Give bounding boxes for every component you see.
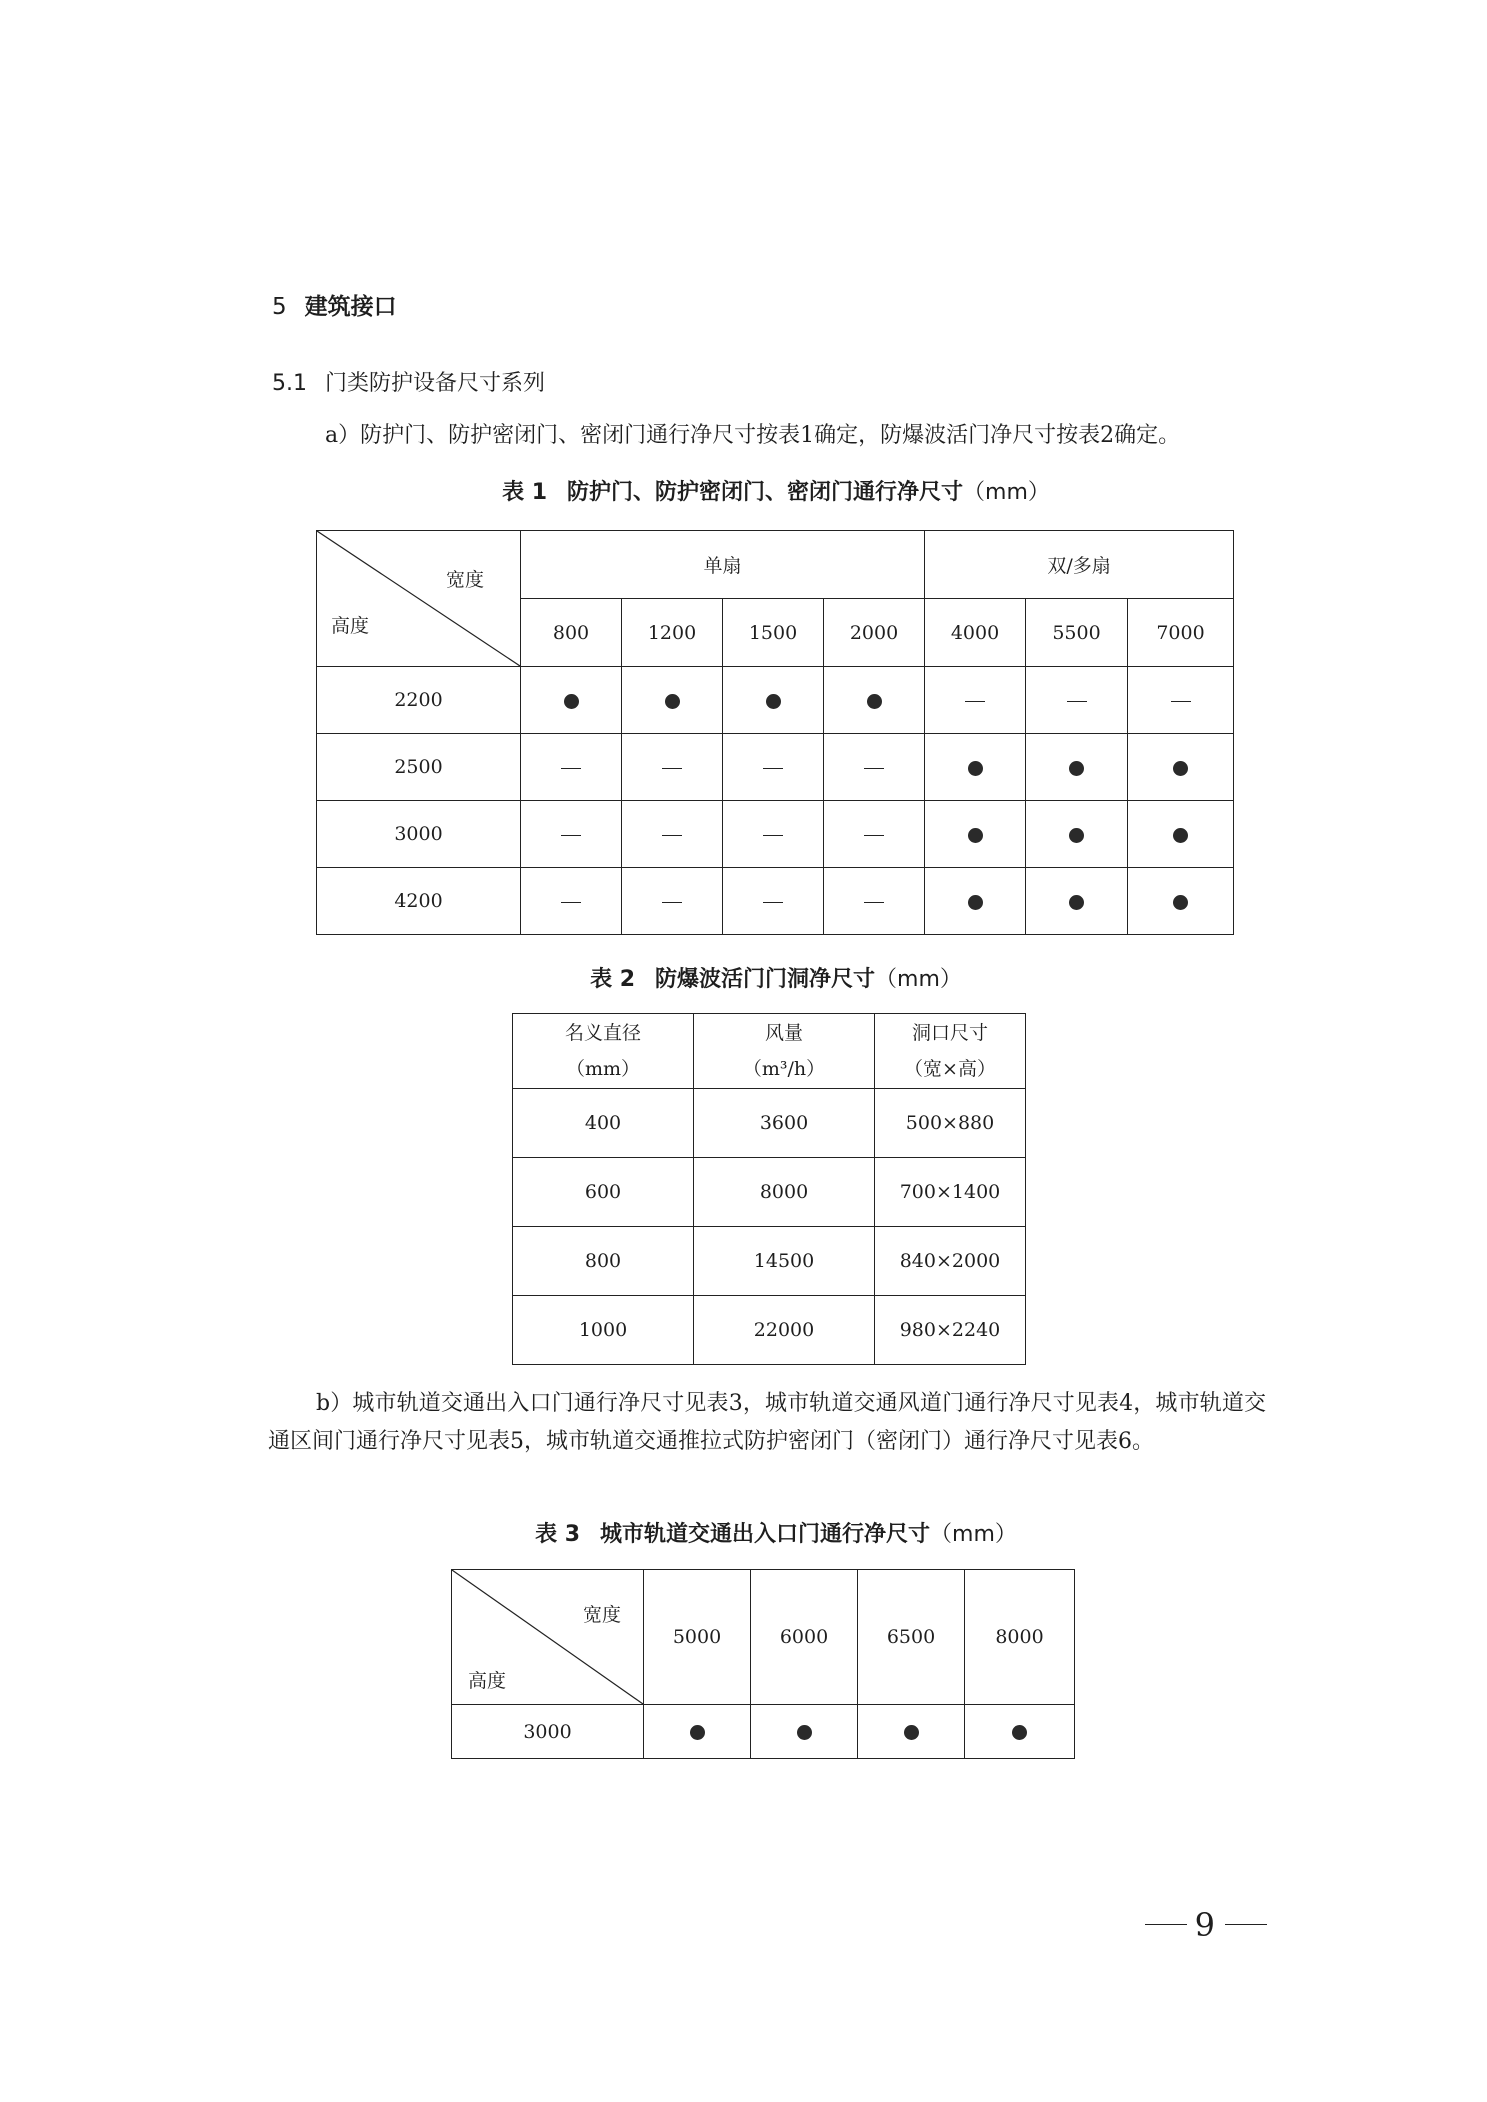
table2-caption [316,962,1236,993]
table1-width-header: 1500 [723,599,824,667]
table3-corner-width-label: 宽度 [582,1604,621,1626]
table2-header-airflow [694,1014,875,1089]
table-cell: 600 [513,1158,694,1227]
table-cell [1026,801,1128,868]
table2-header-line2: （m³/h） [742,1058,826,1080]
table-cell [1128,801,1234,868]
dot-mark [1069,828,1084,843]
dash-mark [561,902,581,903]
table-cell [1128,667,1234,734]
table-cell: 980×2240 [875,1296,1026,1365]
dash-mark [763,768,783,769]
table-cell [824,667,925,734]
table3 [451,1569,1075,1759]
row-height-label: 3000 [317,801,521,868]
table2-caption-unit: （mm） [875,967,962,992]
table2-header-diameter [513,1014,694,1089]
section-title: 建筑接口 [304,294,397,320]
table3-width-header: 6500 [858,1570,965,1705]
subsection-heading [272,366,545,397]
table-cell [751,1705,858,1759]
table3-body [452,1705,1075,1759]
table-row [317,734,1234,801]
table-cell: 800 [513,1227,694,1296]
table-row [317,801,1234,868]
dash-mark [1067,701,1087,702]
table-cell [644,1705,751,1759]
table-cell [622,734,723,801]
subsection-number: 5.1 [272,371,307,396]
dash-mark [561,768,581,769]
dot-mark [690,1725,705,1740]
table1 [316,530,1234,935]
table-cell [723,868,824,935]
table3-width-header: 5000 [644,1570,751,1705]
table2-body [513,1089,1026,1365]
dot-mark [1012,1725,1027,1740]
table-cell [521,734,622,801]
dash-mark [763,902,783,903]
table-row [513,1089,1026,1158]
table1-width-header: 800 [521,599,622,667]
dash-mark [662,768,682,769]
table-cell [925,734,1026,801]
dash-mark [662,902,682,903]
table1-corner-cell [317,531,521,667]
table2-header-line2: （mm） [565,1058,641,1080]
dash-mark [662,835,682,836]
table-cell [521,801,622,868]
dot-mark [1173,761,1188,776]
dash-mark [864,835,884,836]
table-cell [1026,667,1128,734]
table-cell [1026,868,1128,935]
table2 [512,1013,1026,1365]
table-cell [1128,868,1234,935]
table-row [317,667,1234,734]
dot-mark [867,694,882,709]
table-row [513,1227,1026,1296]
table-cell [965,1705,1075,1759]
table-cell [1128,734,1234,801]
paragraph-a: a）防护门、防护密闭门、密闭门通行净尺寸按表1确定，防爆波活门净尺寸按表2确定。 [325,423,1181,448]
table2-header-line1: 名义直径 [564,1022,641,1044]
table1-width-header: 7000 [1128,599,1234,667]
table1-width-header: 4000 [925,599,1026,667]
table-cell [824,868,925,935]
dash-mark [561,835,581,836]
dash-mark [1171,701,1191,702]
section-heading [272,288,397,321]
table-cell [1026,734,1128,801]
table1-corner-height-label: 高度 [331,615,370,637]
table2-caption-number: 表 2 [590,967,636,992]
dot-mark [904,1725,919,1740]
dot-mark [1173,828,1188,843]
table2-caption-title: 防爆波活门门洞净尺寸 [655,967,876,992]
table2-header-line1: 风量 [764,1022,803,1044]
table-cell [622,667,723,734]
table3-caption-number: 表 3 [535,1522,581,1547]
table1-width-header: 5500 [1026,599,1128,667]
dot-mark [797,1725,812,1740]
dash-mark [864,902,884,903]
table-cell [521,868,622,935]
table-cell [925,667,1026,734]
table-cell: 8000 [694,1158,875,1227]
table-row [317,868,1234,935]
table3-width-header: 8000 [965,1570,1075,1705]
dot-mark [665,694,680,709]
table-cell: 700×1400 [875,1158,1026,1227]
dot-mark [968,761,983,776]
row-height-label: 2500 [317,734,521,801]
table2-header-opening [875,1014,1026,1089]
row-height-label: 2200 [317,667,521,734]
table-cell [858,1705,965,1759]
table1-caption [316,475,1236,506]
table3-width-header: 6000 [751,1570,858,1705]
table-row [452,1705,1075,1759]
dot-mark [766,694,781,709]
dot-mark [1069,761,1084,776]
paragraph-b: b）城市轨道交通出入口门通行净尺寸见表3，城市轨道交通风道门通行净尺寸见表4，城市轨道交通区间门通行净尺寸见表5，城市轨道交通推拉式防护密闭门（密闭门）通行净尺寸见表6。 [268,1391,1266,1454]
table-cell [723,801,824,868]
table-cell [925,801,1026,868]
dash-mark [864,768,884,769]
page-number-dash-right [1225,1924,1267,1925]
table3-corner-height-label: 高度 [468,1670,507,1692]
row-height-label: 4200 [317,868,521,935]
dash-mark [965,701,985,702]
table-cell [622,801,723,868]
table1-corner-width-label: 宽度 [445,569,484,591]
table1-caption-number: 表 1 [502,480,548,505]
dot-mark [968,828,983,843]
table1-caption-title: 防护门、防护密闭门、密闭门通行净尺寸 [567,480,964,505]
table-row [513,1296,1026,1365]
table-cell [723,734,824,801]
row-height-label: 3000 [452,1705,644,1759]
table3-caption-title: 城市轨道交通出入口门通行净尺寸 [600,1522,931,1547]
table-cell [824,734,925,801]
table-cell: 400 [513,1089,694,1158]
table-cell [521,667,622,734]
table-cell [622,868,723,935]
table-cell [723,667,824,734]
page-number-dash-left [1145,1924,1187,1925]
table1-width-header: 2000 [824,599,925,667]
table1-group-single: 单扇 [521,531,925,599]
dot-mark [968,895,983,910]
table1-group-multi: 双/多扇 [925,531,1234,599]
table-cell: 3600 [694,1089,875,1158]
table1-caption-unit: （mm） [963,480,1050,505]
table3-caption [316,1517,1236,1548]
table2-header-line2: （宽×高） [904,1058,996,1080]
table2-header-line1: 洞口尺寸 [911,1022,988,1044]
table-row [513,1158,1026,1227]
subsection-title: 门类防护设备尺寸系列 [325,371,546,396]
table1-width-header: 1200 [622,599,723,667]
dash-mark [763,835,783,836]
dot-mark [564,694,579,709]
table-cell: 22000 [694,1296,875,1365]
dot-mark [1173,895,1188,910]
page-number-value: 9 [1194,1905,1217,1944]
table3-corner-cell [452,1570,644,1705]
page-number [1145,1903,1267,1944]
dot-mark [1069,895,1084,910]
table-cell [824,801,925,868]
table3-caption-unit: （mm） [930,1522,1017,1547]
table-cell: 840×2000 [875,1227,1026,1296]
table-cell [925,868,1026,935]
table-cell: 500×880 [875,1089,1026,1158]
table1-body [317,667,1234,935]
table-cell: 1000 [513,1296,694,1365]
section-number: 5 [272,294,287,320]
table-cell: 14500 [694,1227,875,1296]
